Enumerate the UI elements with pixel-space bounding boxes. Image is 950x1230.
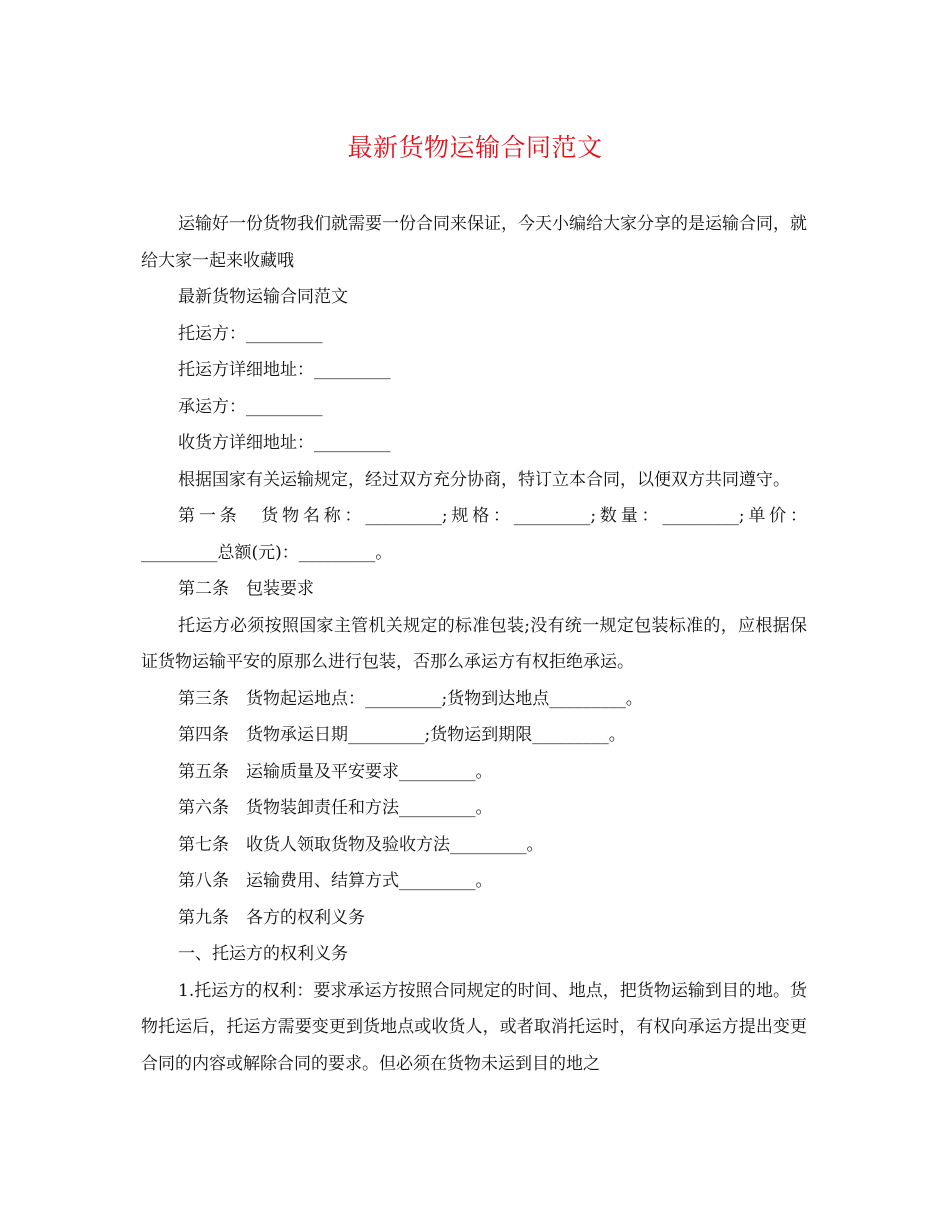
shipper-rights-paragraph: 1.托运方的权利：要求承运方按照合同规定的时间、地点，把货物运输到目的地。货物托运后，托运方需要变更到货地点或收货人，或者取消托运时，有权向承运方提出变更合同的内容或解除合同的要求。但必须在货物未运到目的地之 — [141, 980, 807, 1074]
article-6: 第六条 货物装卸责任和方法_________。 — [178, 798, 493, 818]
consignee-address-field: 收货方详细地址：_________ — [178, 433, 391, 453]
subtitle-paragraph: 最新货物运输合同范文 — [178, 287, 348, 307]
article-2-heading: 第二条 包装要求 — [178, 579, 314, 599]
carrier-field: 承运方：_________ — [178, 396, 323, 417]
preamble-paragraph: 根据国家有关运输规定，经过双方充分协商，特订立本合同，以便双方共同遵守。 — [178, 469, 790, 490]
article-7: 第七条 收货人领取货物及验收方法_________。 — [178, 834, 544, 855]
document-title: 最新货物运输合同范文 — [347, 133, 603, 162]
intro-paragraph: 运输好一份货物我们就需要一份合同来保证，今天小编给大家分享的是运输合同，就给大家一起来收藏哦 — [141, 214, 807, 271]
article-5: 第五条 运输质量及平安要求_________。 — [178, 761, 493, 782]
shipper-address-field: 托运方详细地址：_________ — [178, 360, 391, 380]
article-2-body: 托运方必须按照国家主管机关规定的标准包装;没有统一规定包装标准的，应根据保证货物运输平安的原那么进行包装，否那么承运方有权拒绝承运。 — [141, 615, 807, 672]
article-8: 第八条 运输费用、结算方式_________。 — [178, 871, 493, 891]
article-3: 第三条 货物起运地点：_________;货物到达地点_________。 — [178, 688, 643, 709]
article-4: 第四条 货物承运日期_________;货物运到期限_________。 — [178, 725, 626, 745]
article-1: 第一条 货物名称：_________;规格：_________;数量：_________;单价：_________总额(元)：_________。 — [141, 506, 807, 563]
shipper-field: 托运方：_________ — [178, 323, 323, 344]
article-9-heading: 第九条 各方的权利义务 — [178, 907, 365, 928]
section-1-heading: 一、托运方的权利义务 — [178, 944, 348, 964]
document-body — [141, 206, 807, 1082]
